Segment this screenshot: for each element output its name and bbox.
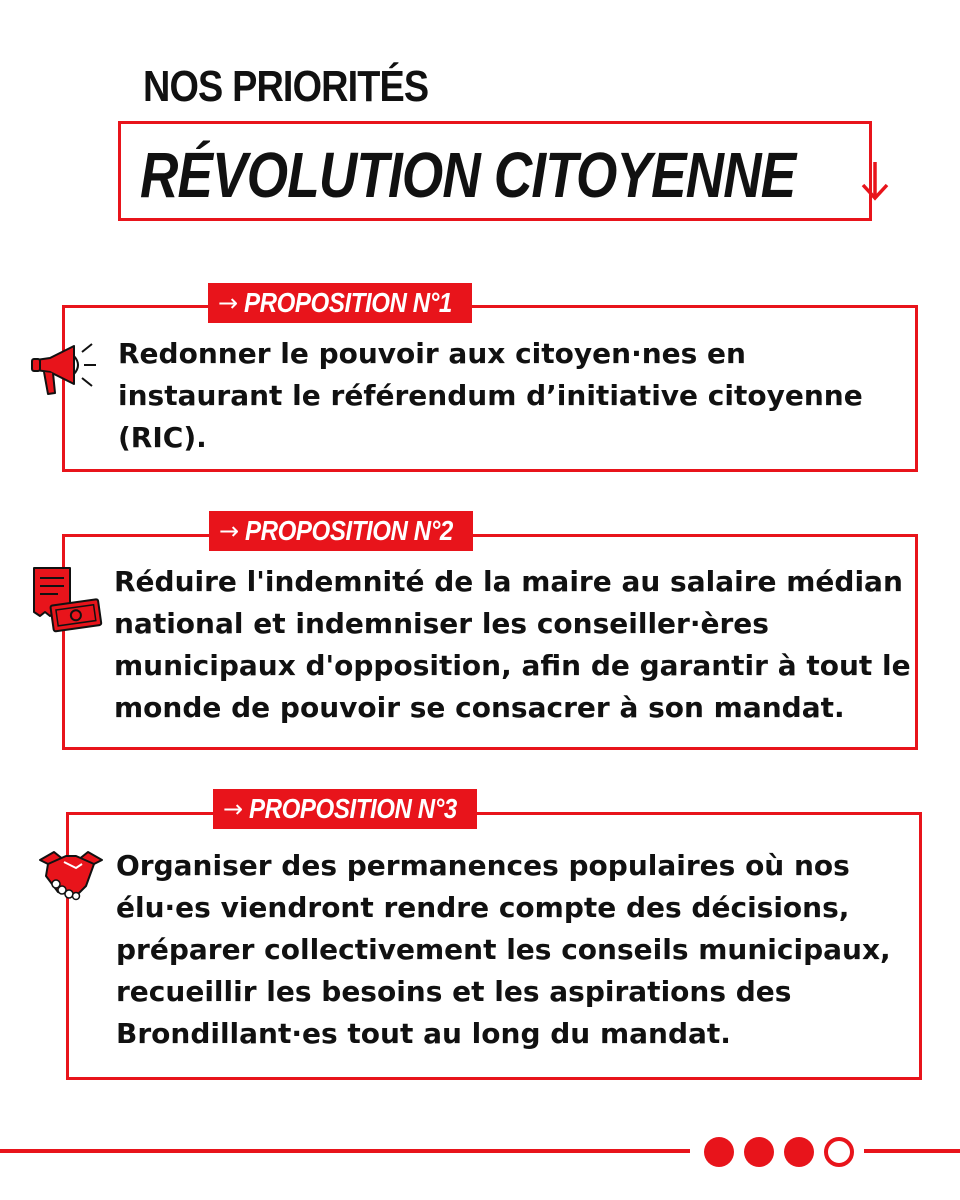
proposal-tag-label: PROPOSITION N°2 xyxy=(245,515,454,546)
proposal-tag-label: PROPOSITION N°3 xyxy=(249,793,458,824)
proposal-tag-label: PROPOSITION N°1 xyxy=(244,287,453,318)
footer-divider-left xyxy=(0,1149,690,1153)
pagination-dot xyxy=(704,1137,734,1167)
footer-divider-right xyxy=(864,1149,960,1153)
arrow-down-icon xyxy=(860,160,890,204)
money-receipt-icon xyxy=(28,564,104,636)
pagination-dot xyxy=(784,1137,814,1167)
pagination-dot xyxy=(824,1137,854,1167)
arrow-right-icon: → xyxy=(218,289,239,317)
arrow-right-icon: → xyxy=(219,517,240,545)
proposal-text-1: Redonner le pouvoir aux citoyen·nes en instaurant le référendum d’initiative citoyenne (RIC). xyxy=(118,337,863,454)
proposal-tag-1 xyxy=(208,283,472,323)
proposal-text-3: Organiser des permanences populaires où nos élu·es viendront rendre compte des décisions, préparer collectivement les conseils municipaux, recueillir les besoins et les aspirations des Brondillant·es tout au long du mandat. xyxy=(116,849,891,1050)
proposal-tag-2 xyxy=(209,511,473,551)
page-kicker: NOS PRIORITÉS xyxy=(143,62,429,111)
megaphone-icon xyxy=(28,338,100,400)
page-title: RÉVOLUTION CITOYENNE xyxy=(140,139,796,211)
pagination-dot xyxy=(744,1137,774,1167)
handshake-icon xyxy=(36,846,106,908)
arrow-right-icon: → xyxy=(223,795,244,823)
proposal-text-2: Réduire l'indemnité de la maire au salaire médian national et indemniser les conseiller·ères municipaux d'opposition, afin de garantir à tout le monde de pouvoir se consacrer à son mandat. xyxy=(114,565,911,724)
proposal-tag-3 xyxy=(213,789,477,829)
